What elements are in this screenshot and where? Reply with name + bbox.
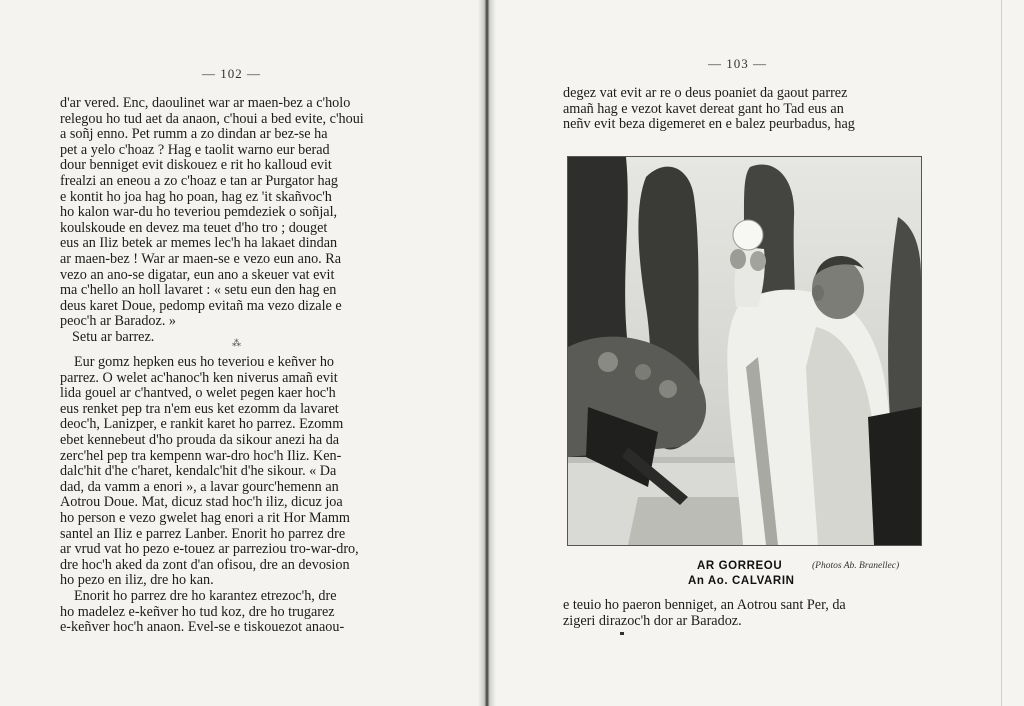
text-line: ar vrud vat ho pezo e-touez ar parreziou tro-war-dro, [60, 541, 359, 558]
text-line: parrez. O welet ac'hanoc'h ken niverus amañ evit [60, 369, 338, 386]
text-line: eus renket pep tra n'em eus ket ezomm da lavaret [60, 400, 339, 417]
text-line: ma c'hello an holl lavaret : « setu eun den hag en [60, 282, 337, 299]
print-mark [620, 632, 624, 635]
text-line: zigeri dirazoc'h dor ar Baradoz. [563, 612, 742, 629]
text-line: Enorit ho parrez dre ho karantez etrezoc'h, dre [74, 587, 337, 604]
left-paragraph-2 [60, 355, 420, 636]
text-line: ho kalon war-du ho teveriou pemdeziek o soñjal, [60, 204, 338, 221]
text-line: degez vat evit ar re o deus poaniet da gaout parrez [563, 85, 848, 101]
text-line: lida gouel ar c'hantved, o welet pegen kaer hoc'h [60, 385, 336, 402]
text-line: ho pezo en iliz, dre ho kan. [60, 572, 214, 589]
text-line: ho person e vezo gwelet hag enori a rit Hor Mamm [60, 509, 350, 526]
text-line: ho madelez e-keñver ho tud koz, dre ho trugarez [60, 603, 335, 620]
text-line: pet a yelo c'hoaz ? Hag e taolit warno eur berad [60, 141, 330, 158]
text-line: Setu ar barrez. [72, 328, 155, 345]
left-paragraph-1 [60, 96, 420, 346]
text-line: relegou ho tud aet da anaon, c'houi a bed evite, c'houi [60, 110, 364, 127]
text-line: peoc'h ar Baradoz. » [60, 313, 177, 330]
text-line: dad, da vamm a enori », a lavar gourc'hemenn an [60, 478, 339, 495]
text-line: ebet kennebeut d'ho prouda da sikour anezi ha da [60, 431, 340, 448]
text-line: deoc'h, Lanizper, e rankit karet ho parrez. Ezomm [60, 416, 344, 433]
text-line: frealzi an eneou a zo c'hoaz e tan ar Purgator hag [60, 172, 339, 189]
text-line: eus an Iliz betek ar memes lec'h ha lakaet dindan [60, 235, 338, 252]
text-line: Eur gomz hepken eus ho teveriou e keñver ho [74, 354, 335, 370]
text-line: dour benniget evit diskouez e rit ho kalloud evit [60, 157, 332, 174]
text-line: ar maen-bez ! War ar maen-se e vezo eun ano. Ra [60, 250, 342, 267]
page-edge [1001, 0, 1002, 706]
left-page-number: — 102 — [202, 66, 261, 81]
text-line: e teuio ho paeron benniget, an Aotrou sant Per, da [563, 597, 846, 613]
photo-caption-title: AR GORREOU [697, 560, 783, 572]
text-line: santel an Iliz e parrez Lanber. Enorit ho parrez dre [60, 525, 346, 542]
text-line: amañ hag e vezot kavet dereat gant ho Tad eus an [563, 100, 844, 117]
text-line: d'ar vered. Enc, daoulinet war ar maen-bez a c'holo [60, 95, 351, 111]
photo-caption-subtitle: An Ao. CALVARIN [688, 575, 795, 587]
text-line: a soñj enno. Pet rumm a zo dindan ar bez-se ha [60, 126, 328, 143]
text-line: zerc'hel pep tra kempenn war-dro hoc'h Iliz. Ken- [60, 447, 342, 464]
text-line: e kontit ho joa hag ho poan, hag ez 'it skañvoc'h [60, 188, 332, 205]
photograph-priest-elevation [568, 157, 921, 545]
text-line: koulskoude en devez ma teuet d'ho tro ; douget [60, 219, 328, 236]
text-line: dalc'hit d'he c'haret, kendalc'hit d'he sikour. « Da [60, 463, 337, 480]
book-gutter [478, 0, 496, 706]
text-line: vezo an ano-se digatar, eun ano a skeuer vat evit [60, 266, 335, 283]
photo-credit: (Photos Ab. Branellec) [812, 561, 900, 571]
text-line: dre hoc'h aked da zont d'an ofisou, dre an devosion [60, 556, 350, 573]
right-page-number: — 103 — [708, 56, 767, 71]
right-paragraph-top [563, 86, 923, 133]
section-ornament: ⁂ [232, 338, 241, 348]
text-line: neñv evit beza digemeret en e balez peurbadus, hag [563, 116, 855, 133]
right-paragraph-bottom [563, 598, 923, 629]
text-line: deus karet Doue, pedomp evitañ ma vezo dizale e [60, 297, 342, 314]
text-line: e-keñver hoc'h anaon. Evel-se e tiskouezot anaou- [60, 619, 345, 636]
text-line: Aotrou Doue. Mat, dicuz stad hoc'h iliz, dicuz joa [60, 494, 343, 511]
